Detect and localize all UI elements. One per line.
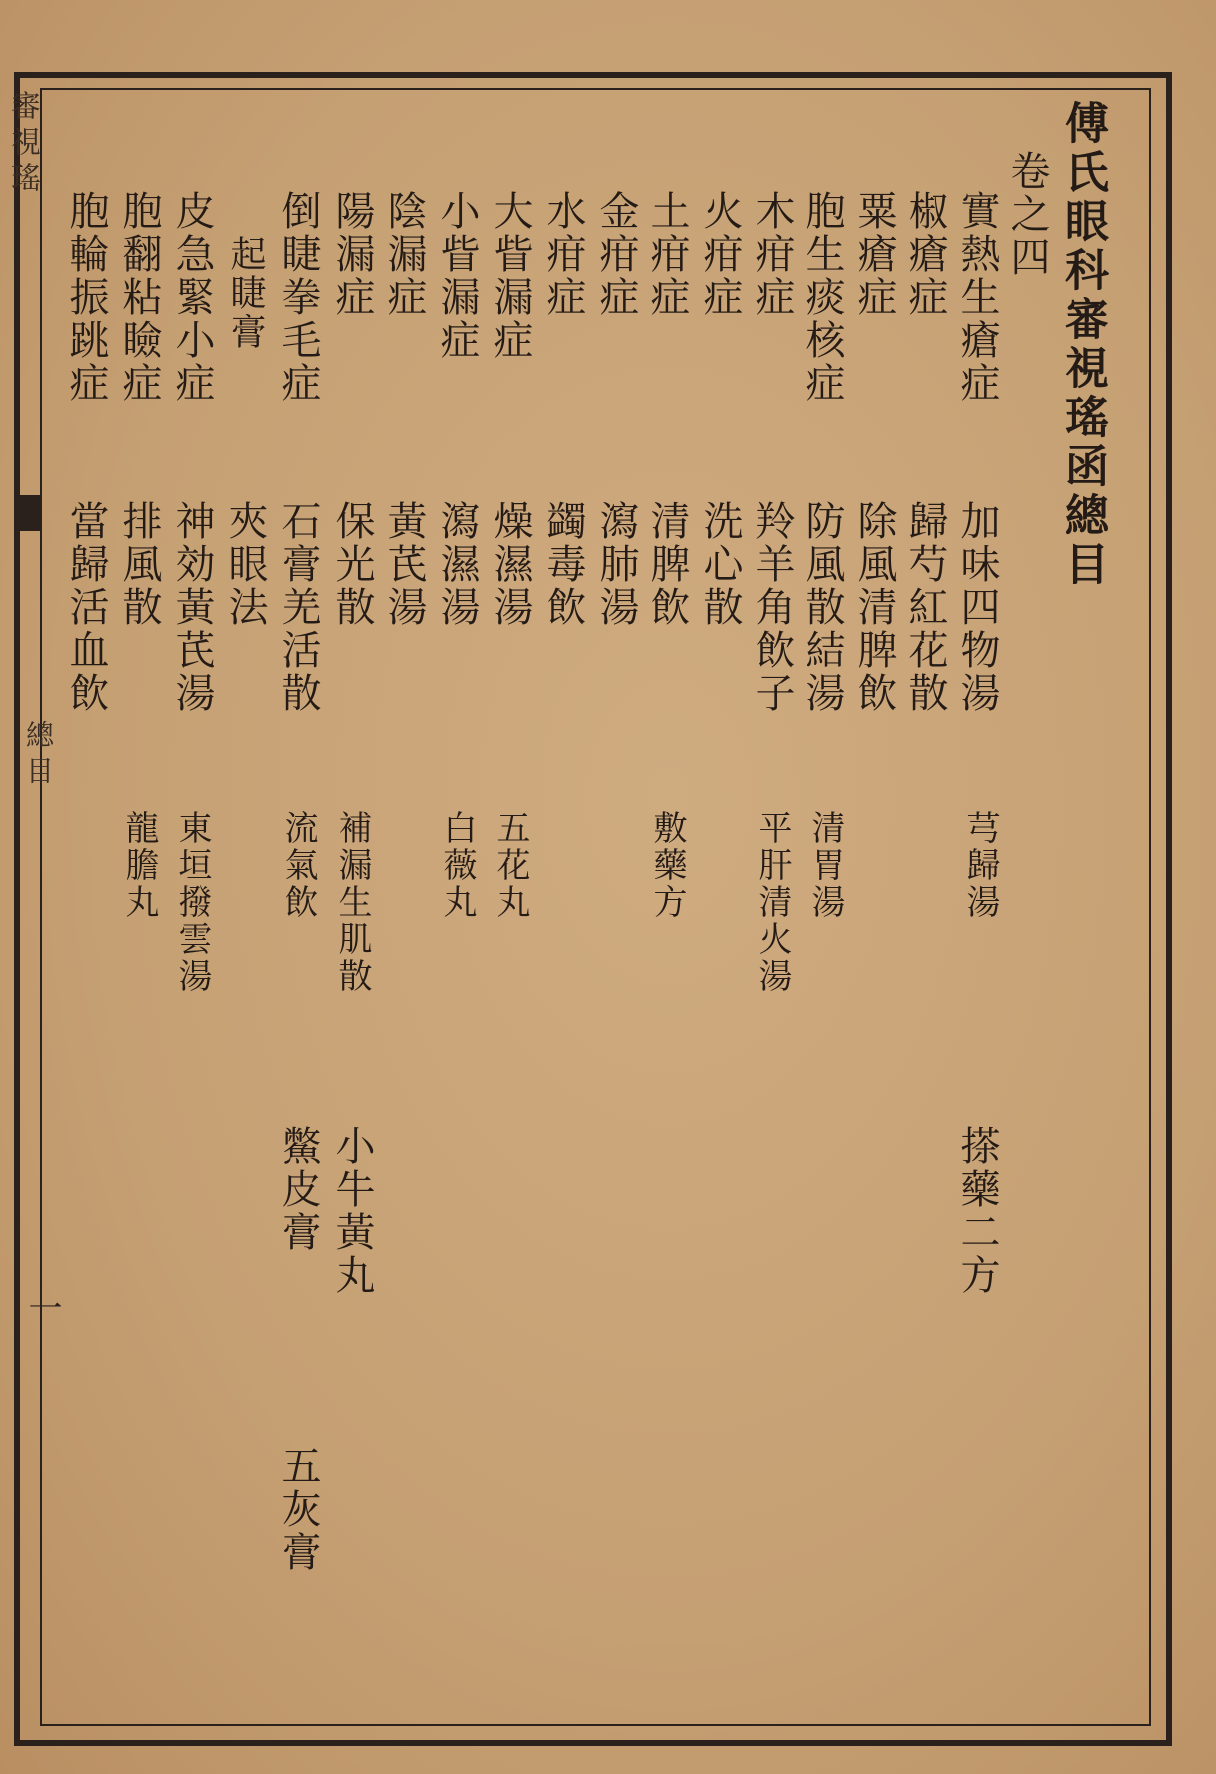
list-item: 當歸活血飲 — [63, 500, 109, 715]
list-item: 東垣撥雲湯 — [172, 810, 212, 995]
list-item: 水疳症 — [540, 190, 586, 319]
list-item: 金疳症 — [593, 190, 639, 319]
list-item: 木疳症 — [749, 190, 795, 319]
spine-sub-label: 總目 — [22, 720, 55, 792]
list-item: 羚羊角飲子 — [749, 500, 795, 715]
list-item: 敷藥方 — [647, 810, 687, 921]
list-item: 流氣飲 — [278, 810, 318, 921]
list-item: 歸芍紅花散 — [902, 500, 948, 715]
list-item: 倒睫拳毛症 — [275, 190, 321, 405]
list-item: 陽漏症 — [329, 190, 375, 319]
list-item: 胞生痰核症 — [799, 190, 845, 405]
list-item: 小牛黃丸 — [329, 1125, 375, 1297]
spine-title: 審視瑤 — [5, 90, 40, 198]
list-item: 胞輪振跳症 — [63, 190, 109, 405]
list-item: 椒瘡症 — [902, 190, 948, 319]
list-item: 石膏羌活散 — [275, 500, 321, 715]
spine-fishtail — [14, 495, 42, 531]
list-item: 洗心散 — [697, 500, 743, 629]
list-item: 芎歸湯 — [960, 810, 1000, 921]
list-item: 黃芪湯 — [381, 500, 427, 629]
list-item: 土疳症 — [644, 190, 690, 319]
list-item: 起睫膏 — [225, 235, 266, 352]
list-item: 防風散結湯 — [799, 500, 845, 715]
list-item: 粟瘡症 — [851, 190, 897, 319]
list-item: 小眥漏症 — [434, 190, 480, 362]
list-item: 除風清脾飲 — [851, 500, 897, 715]
list-item: 蠲毒飲 — [540, 500, 586, 629]
list-item: 清脾飲 — [644, 500, 690, 629]
list-item: 實熱生瘡症 — [954, 190, 1000, 405]
list-item: 加味四物湯 — [954, 500, 1000, 715]
list-item: 神効黃芪湯 — [169, 500, 215, 715]
list-item: 陰漏症 — [381, 190, 427, 319]
list-item: 五花丸 — [490, 810, 530, 921]
list-item: 龍膽丸 — [119, 810, 159, 921]
list-item: 五灰膏 — [275, 1445, 321, 1574]
list-item: 夾眼法 — [222, 500, 268, 629]
list-item: 排風散 — [116, 500, 162, 629]
list-item: 保光散 — [329, 500, 375, 629]
list-item: 清胃湯 — [805, 810, 845, 921]
volume-label: 卷之四 — [1004, 150, 1050, 279]
list-item: 胞翻粘瞼症 — [116, 190, 162, 405]
list-item: 搽藥二方 — [954, 1125, 1000, 1297]
list-item: 白薇丸 — [437, 810, 477, 921]
page-number: 一 — [22, 1290, 62, 1324]
list-item: 鱉皮膏 — [275, 1125, 321, 1254]
list-item: 燥濕湯 — [487, 500, 533, 629]
list-item: 補漏生肌散 — [332, 810, 372, 995]
list-item: 瀉肺湯 — [593, 500, 639, 629]
page-title: 傅氏眼科審視瑤函總目 — [1057, 100, 1108, 590]
list-item: 皮急緊小症 — [169, 190, 215, 405]
list-item: 瀉濕湯 — [434, 500, 480, 629]
list-item: 火疳症 — [697, 190, 743, 319]
list-item: 大眥漏症 — [487, 190, 533, 362]
list-item: 平肝清火湯 — [752, 810, 792, 995]
